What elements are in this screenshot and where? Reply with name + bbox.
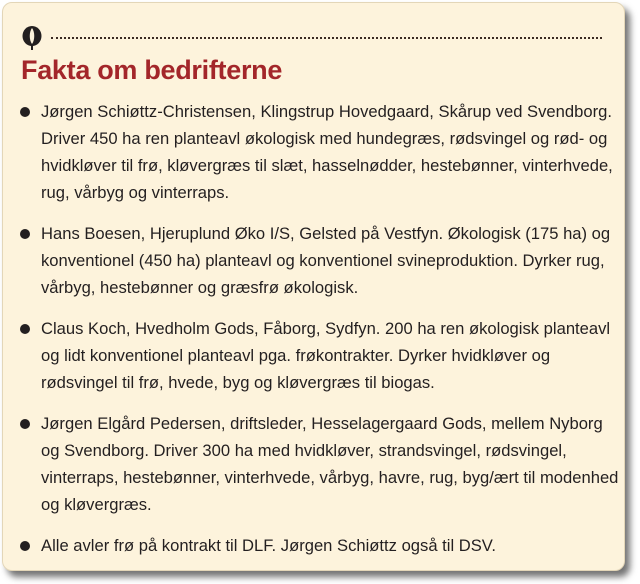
bullet-icon [20,229,30,239]
bullet-icon [20,541,30,551]
fact-box [2,2,625,571]
header-row [21,25,602,51]
list-item [19,532,619,559]
list-item [19,410,619,518]
fact-list [19,98,619,573]
box-title: Fakta om bedrifterne [21,55,283,85]
dotted-rule [51,37,602,39]
list-item [19,98,619,206]
bullet-icon [20,419,30,429]
fact-text: Jørgen Schiøttz-Christensen, Klingstrup Hovedgaard, Skårup ved Svendborg. Driver 450 ha ren planteavl økologisk med hundegræs, rødsvingel og rød- og hvidkløver til frø, kløvergræs til slæt, hasselnødder, hestebønner, vinterhvede, rug, vårbyg og vinterraps. [41,102,613,202]
fact-text: Jørgen Elgård Pedersen, driftsleder, Hesselagergaard Gods, mellem Nyborg og Svendborg. Driver 300 ha med hvidkløver, strandsvingel, rødsvingel, vinterraps, hestebønner, vinterhvede, vårbyg, havre, rug, byg/ært til modenhed og kløvergræs. [41,414,619,514]
list-item [19,315,619,396]
fact-text: Alle avler frø på kontrakt til DLF. Jørgen Schiøttz også til DSV. [41,536,496,555]
seed-logo-icon [21,25,43,51]
fact-text: Hans Boesen, Hjeruplund Øko I/S, Gelsted på Vestfyn. Økologisk (175 ha) og konventionel (450 ha) planteavl og konventionel svineproduktion. Dyrker rug, vårbyg, hestebønner og græsfrø økologisk. [41,224,611,297]
bullet-icon [20,107,30,117]
list-item [19,220,619,301]
fact-text: Claus Koch, Hvedholm Gods, Fåborg, Sydfyn. 200 ha ren økologisk planteavl og lidt konventionel planteavl pga. frøkontrakter. Dyrker hvidkløver og rødsvingel til frø, hvede, byg og kløvergræs til biogas. [41,319,611,392]
bullet-icon [20,324,30,334]
